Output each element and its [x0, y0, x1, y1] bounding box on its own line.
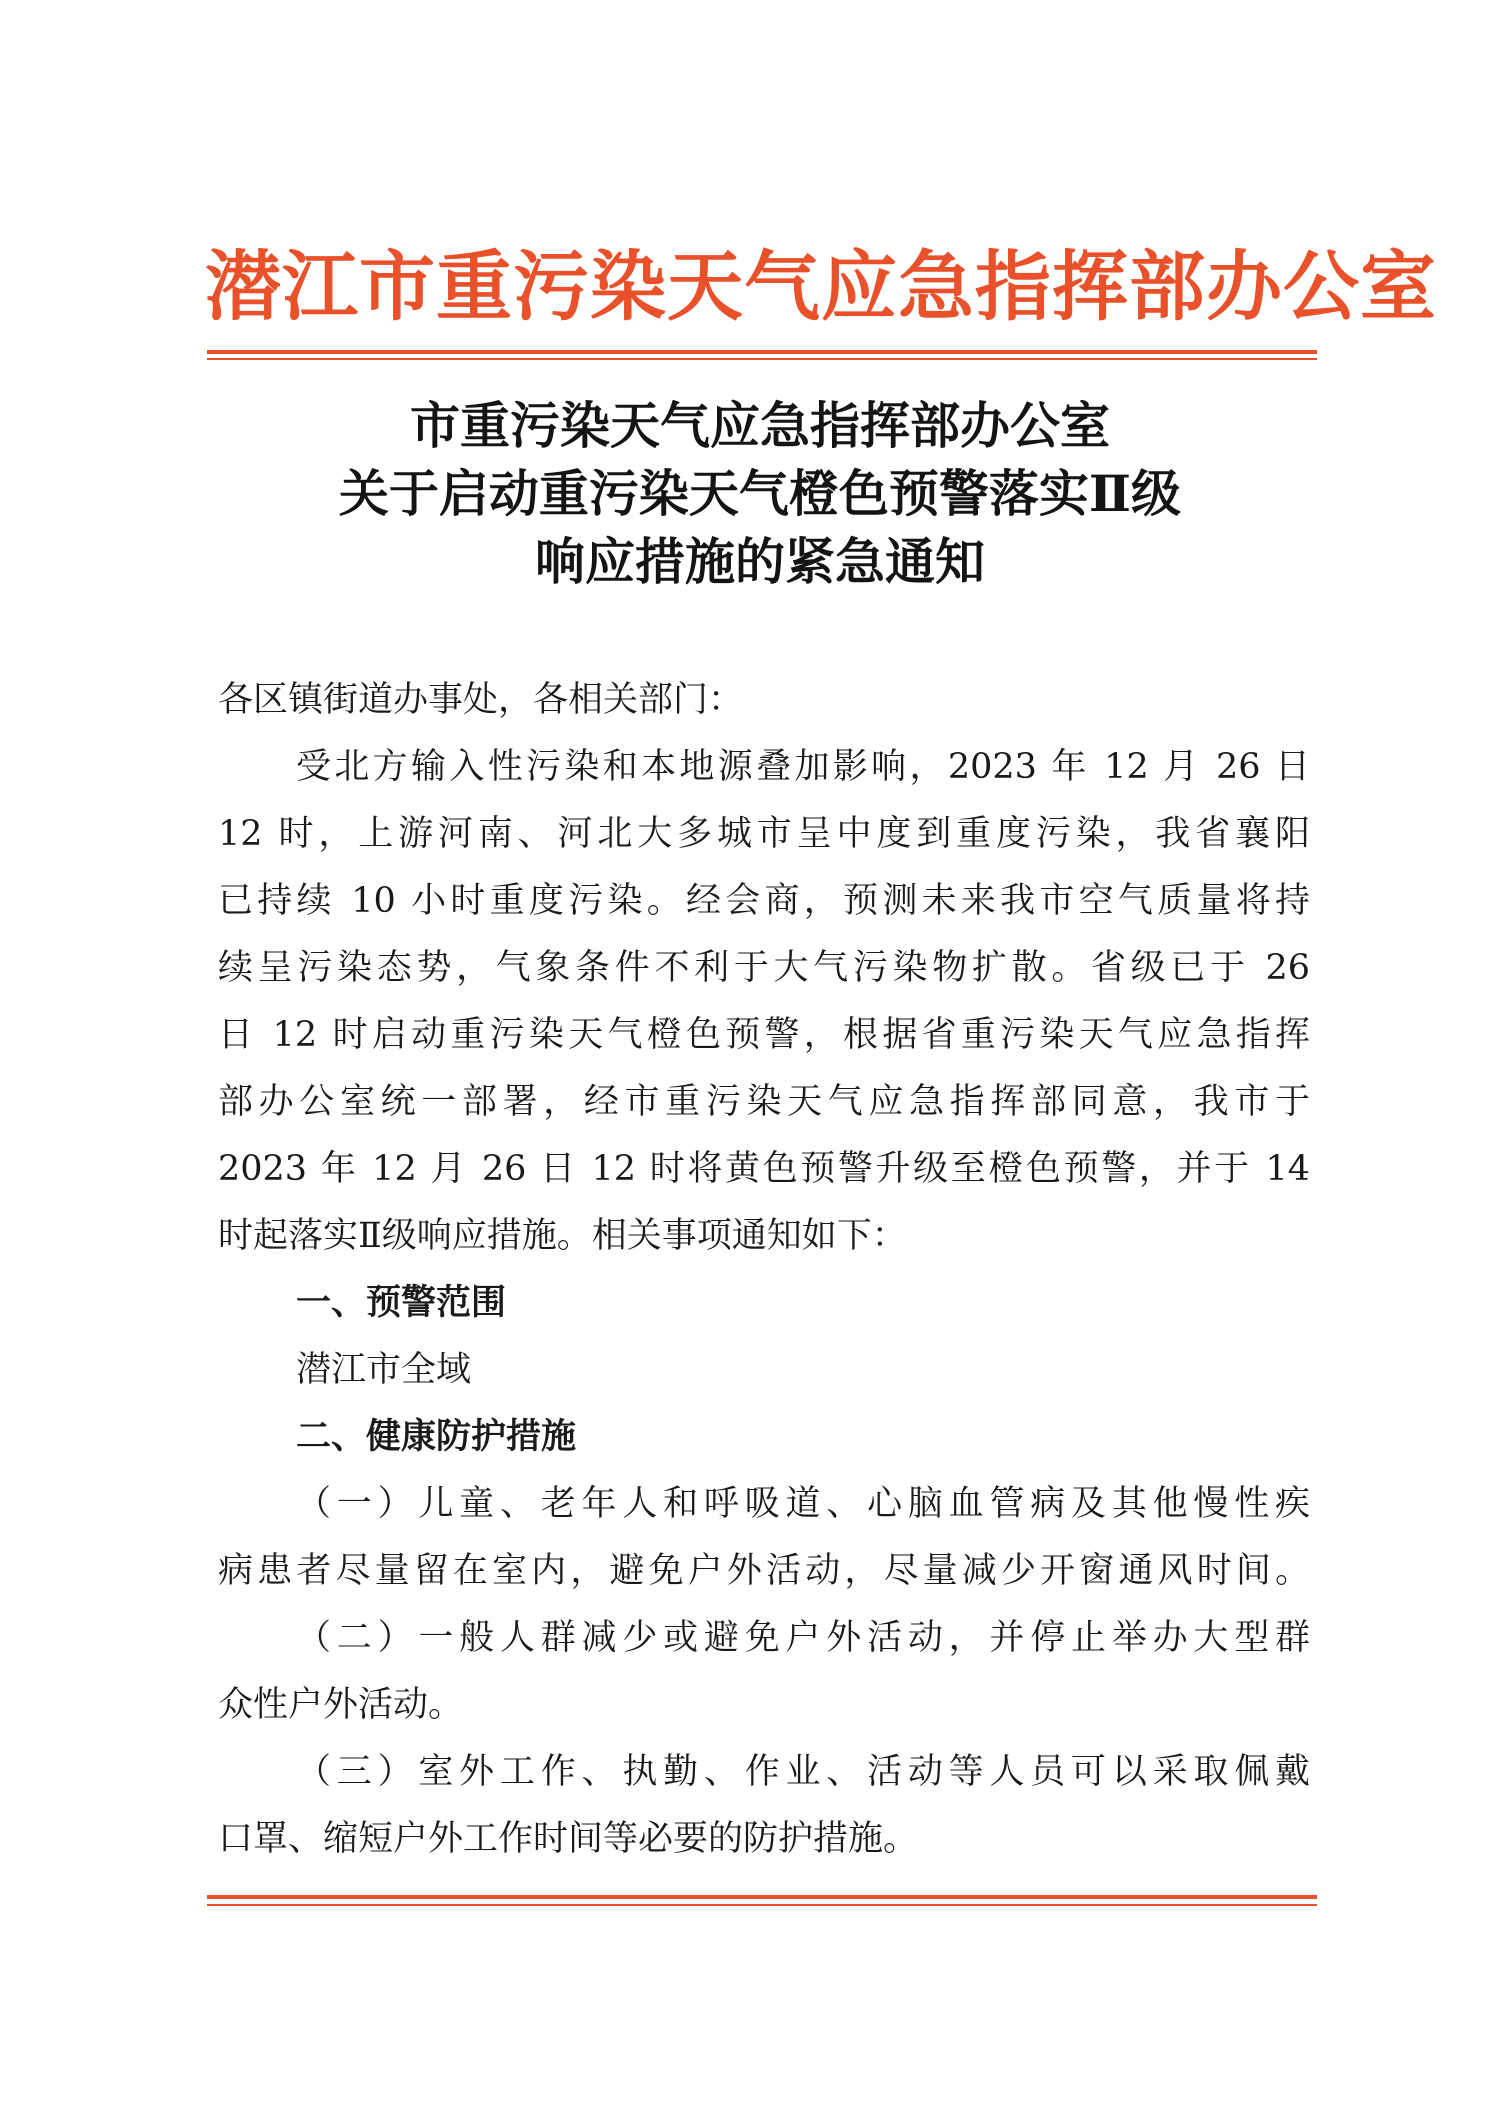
measure-2-line-2: 众性户外活动。: [218, 1685, 464, 1725]
footer-rule-thin: [207, 1904, 1317, 1906]
masthead-title: 潜江市重污染天气应急指挥部办公室: [205, 242, 1437, 331]
intro-line-6: 部办公室统一部署，经市重污染天气应急指挥部同意，我市于: [218, 1082, 1310, 1122]
masthead-rule-thick: [207, 350, 1317, 354]
measure-3-line-1: （三）室外工作、执勤、作业、活动等人员可以采取佩戴: [296, 1752, 1310, 1792]
notice-title-line-2: 关于启动重污染天气橙色预警落实Ⅱ级: [338, 464, 1182, 523]
measure-1-line-2: 病患者尽量留在室内，避免户外活动，尽量减少开窗通风时间。: [218, 1551, 1310, 1591]
intro-line-3: 已持续 10 小时重度污染。经会商，预测未来我市空气质量将持: [218, 881, 1310, 921]
intro-line-8: 时起落实Ⅱ级响应措施。相关事项通知如下：: [218, 1216, 907, 1256]
measure-1-line-1: （一）儿童、老年人和呼吸道、心脑血管病及其他慢性疾: [296, 1484, 1310, 1524]
notice-title-line-3: 响应措施的紧急通知: [535, 532, 985, 591]
footer-rule-thick: [207, 1895, 1317, 1899]
intro-line-7: 2023 年 12 月 26 日 12 时将黄色预警升级至橙色预警，并于 14: [218, 1149, 1310, 1189]
section-1-text: 潜江市全域: [296, 1350, 472, 1390]
masthead-rule-thin: [207, 358, 1317, 360]
salutation: 各区镇街道办事处，各相关部门：: [218, 680, 744, 720]
measure-3-line-2: 口罩、缩短户外工作时间等必要的防护措施。: [218, 1819, 919, 1859]
intro-line-4: 续呈污染态势，气象条件不利于大气污染物扩散。省级已于 26: [218, 948, 1310, 988]
section-1-heading: 一、预警范围: [296, 1283, 507, 1323]
section-2-heading: 二、健康防护措施: [296, 1417, 577, 1457]
intro-line-5: 日 12 时启动重污染天气橙色预警，根据省重污染天气应急指挥: [218, 1015, 1310, 1055]
measure-2-line-1: （二）一般人群减少或避免户外活动，并停止举办大型群: [296, 1618, 1310, 1658]
intro-line-1: 受北方输入性污染和本地源叠加影响，2023 年 12 月 26 日: [296, 747, 1310, 787]
intro-line-2: 12 时，上游河南、河北大多城市呈中度到重度污染，我省襄阳: [218, 814, 1310, 854]
notice-title-line-1: 市重污染天气应急指挥部办公室: [410, 396, 1110, 455]
